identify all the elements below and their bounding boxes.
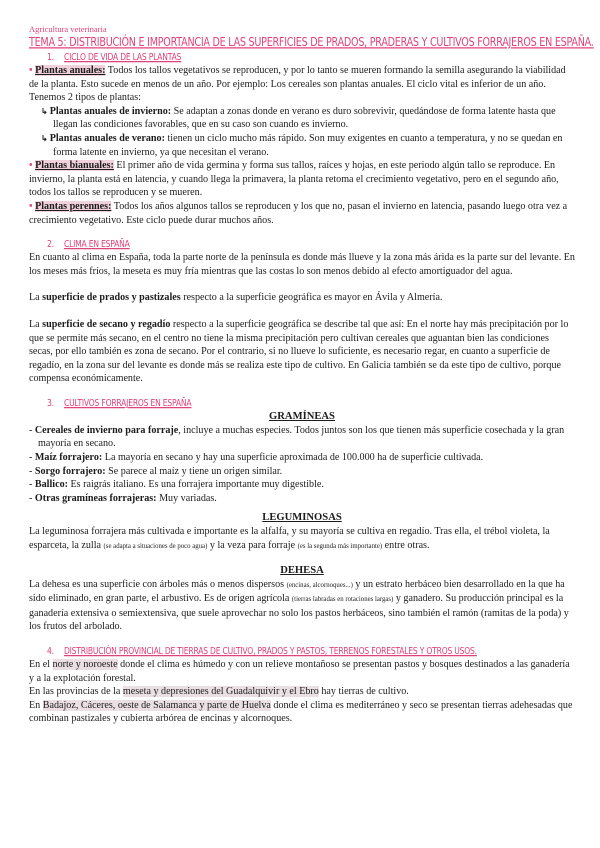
paragraph-meseta	[29, 685, 575, 699]
section-heading-3	[47, 397, 575, 408]
subject-label: Agricultura veterinaria	[29, 24, 107, 34]
term-cereales: Cereales de invierno para forraje	[34, 424, 179, 436]
paragraph-verano	[29, 132, 575, 159]
text-cereales: , incluye a muchas especies. Todos juntos son los que tienen más superficie cosechada y la gran mayoría en secano.	[38, 424, 565, 450]
paragraph-clima: En cuanto al clima en España, toda la parte norte de la península es donde más llueve y la zona más árida es la parte sur del levante. En los meses más fríos, la meseta es muy fría mientras que las costas lo son menos debido al efecto amortiguador del agua.	[29, 252, 575, 277]
subheading-leguminosas: LEGUMINOSAS	[262, 512, 342, 524]
paragraph-perennes	[29, 200, 575, 227]
text-maiz: La mayoría en secano y hay una superficie aproximada de 100.000 ha de superficie cultivada.	[102, 452, 484, 464]
text-badajoz-pre: En	[29, 699, 43, 711]
text-prados-pre: La	[29, 292, 43, 304]
document-title: TEMA 5: DISTRIBUCIÓN E IMPORTANCIA DE LAS SUPERFICIES DE PRADOS, PRADERAS Y CULTIVOS FORRAJEROS EN ESPAÑA.	[29, 36, 594, 50]
text-meseta-pre: En las provincias de la	[29, 686, 123, 698]
term-prados: superficie de prados y pastizales	[42, 292, 181, 304]
text-sorgo: Se parece al maíz y tiene un origen similar.	[105, 465, 283, 477]
highlight-norte: norte y noroeste	[52, 659, 118, 670]
term-otras: Otras gramíneas forrajeras:	[34, 492, 157, 504]
text-verano: tienen un ciclo mucho más rápido. Son muy exigentes en cuanto a temperatura, y no se quedan en forma latente en invierno, ya que necesitan el verano.	[53, 132, 563, 158]
list-item: - Ballico: Es raigrás italiano. Es una forrajera importante muy digestible.	[29, 479, 324, 491]
note-zulla: (se adapta a situaciones de poco agua)	[103, 543, 208, 551]
section-number: 2.	[47, 238, 54, 250]
text-leg-b: y la veza para forraje	[207, 540, 298, 552]
text-anuales: Todos los tallos vegetativos se reproducen, y por lo tanto se mueren formando la semilla asegurando la viabilidad de la planta. Esto sucede en menos de un año. Por ejemplo: Los cereales son plantas anuales. El ciclo vital es inferior de un año. Tenemos 2 tipos de plantas:	[29, 65, 566, 104]
section-number: 4.	[47, 645, 54, 657]
term-sorgo: Sorgo forrajero:	[34, 465, 106, 477]
section-title: CLIMA EN ESPAÑA	[64, 238, 130, 250]
paragraph-prados	[29, 291, 575, 305]
term-maiz: Maíz forrajero:	[34, 452, 103, 464]
text-norte-post: donde el clima es húmedo y con un relieve montañoso se presentan pastos y bosques destinados a las ganadería y a la explotación forestal.	[29, 659, 570, 684]
paragraph-badajoz	[29, 699, 575, 726]
bullet-icon: •	[29, 160, 33, 172]
text-leg-a: La leguminosa forrajera más cultivada e importante es la alfalfa, y su mayoría se cultiva en regadío. Tras ella, el trébol violeta, la esparceta, la zulla	[29, 526, 550, 552]
text-secano-post: respecto a la superficie geográfica se describe tal que así: En el norte hay más precipitación por lo que se permite más secano, en el centro no tiene la misma precipitación pero cultivan cereales que aguantan bien las condiciones secas, por ello también es zona de secano. Por el contrario, si no llueve lo suficiente, es necesario regar, en cuanto a superficie de regadío, en la zona sur del levante es donde más se realiza este tipo de cultivo. En Galicia también se da este tipo de cultivo, porque compensa económicamente.	[29, 318, 569, 385]
paragraph-anuales	[29, 64, 575, 105]
paragraph-dehesa	[29, 578, 575, 634]
term-anuales: Plantas anuales:	[35, 65, 106, 76]
text-deh-b: y un estrato herbáceo bien desarrollado en la que ha sido eliminado, en gran parte, el arbustivo. Es de origen agrícola	[29, 578, 565, 605]
term-verano: Plantas anuales de verano:	[49, 132, 165, 144]
section-heading-1	[47, 51, 575, 62]
note-arboles: (encinas, alcornoques...)	[286, 581, 353, 589]
text-bianuales: El primer año de vida germina y forma sus tallos, raíces y hojas, en este periodo algún tallo se reproduce. En invierno, la planta está en latencia, y cuando llega la primavera, la planta retoma el crecimiento vegetativo, pero en el segundo año, todos los tallos se reproducen y se mueren.	[29, 160, 559, 199]
text-invierno: Se adaptan a zonas donde en verano es duro sobrevivir, quedándose de forma latente hasta que llegan las condiciones favorables, que en su caso son cuando es invierno.	[53, 105, 556, 131]
text-perennes: Todos los años algunos tallos se reproducen y los que no, pasan el invierno en latencia, pasando luego otra vez a crecimiento vegetativo. Este ciclo puede durar muchos años.	[29, 200, 568, 226]
list-item: - Cereales de invierno para forraje, incluye a muchas especies. Todos juntos son los que tienen más superficie cosechada y la gran mayoría en secano.	[29, 424, 565, 450]
note-veza: (es la segunda más importante)	[297, 543, 383, 551]
subheading-gramineas: GRAMÍNEAS	[269, 410, 335, 422]
term-invierno: Plantas anuales de invierno:	[49, 105, 172, 117]
term-ballico: Ballico:	[34, 479, 68, 491]
list-item: - Maíz forrajero: La mayoría en secano y hay una superficie aproximada de 100.000 ha de superficie cultivada.	[29, 452, 484, 464]
subheading-dehesa: DEHESA	[280, 564, 324, 576]
note-origen: (tierras labradas en rotaciones largas)	[291, 596, 394, 604]
section-title: CICLO DE VIDA DE LAS PLANTAS	[64, 51, 182, 63]
section-number: 3.	[47, 396, 54, 409]
document-page	[29, 24, 594, 726]
term-secano: superficie de secano y regadío	[42, 318, 171, 330]
text-norte-pre: En el	[29, 659, 53, 670]
bullet-icon: •	[29, 65, 33, 76]
bullet-icon: •	[29, 200, 33, 212]
list-item: - Sorgo forrajero: Se parece al maíz y tiene un origen similar.	[29, 465, 283, 477]
paragraph-norte	[29, 658, 575, 685]
text-otras: Muy variadas.	[156, 492, 217, 504]
list-item: - Otras gramíneas forrajeras: Muy variadas.	[29, 492, 217, 504]
term-perennes: Plantas perennes:	[35, 200, 112, 212]
text-prados-post: respecto a la superficie geográfica es mayor en Ávila y Almería.	[180, 292, 443, 304]
section-title: CULTIVOS FORRAJEROS EN ESPAÑA	[64, 396, 192, 409]
paragraph-bianuales	[29, 159, 575, 200]
text-badajoz-post: donde el clima es mediterráneo y seco se presentan tierras adehesadas que combinan pastizales y cubierta arbórea de encinas y alcornoques.	[29, 699, 573, 725]
text-leg-c: entre otras.	[382, 540, 430, 552]
paragraph-secano	[29, 318, 575, 386]
paragraph-leguminosas	[29, 525, 575, 553]
section-title: DISTRIBUCIÓN PROVINCIAL DE TIERRAS DE CULTIVO, PRADOS Y PASTOS, TERRENOS FORESTALES Y OTROS USOS.	[64, 645, 477, 657]
term-bianuales: Plantas bianuales:	[35, 160, 114, 172]
section-number: 1.	[47, 51, 54, 63]
sub-arrow-icon: ↳	[41, 133, 48, 143]
text-secano-pre: La	[29, 318, 43, 330]
text-ballico: Es raigrás italiano. Es una forrajera importante muy digestible.	[67, 479, 324, 491]
text-deh-a: La dehesa es una superficie con árboles más o menos dispersos	[29, 578, 287, 590]
section-heading-2	[47, 238, 575, 249]
highlight-badajoz: Badajoz, Cáceres, oeste de Salamanca y parte de Huelva	[42, 699, 271, 711]
highlight-meseta: meseta y depresiones del Guadalquivir y el Ebro	[122, 686, 319, 698]
sub-arrow-icon: ↳	[41, 106, 48, 116]
section-heading-4	[47, 645, 575, 656]
paragraph-invierno	[29, 105, 575, 132]
text-meseta-post: hay tierras de cultivo.	[318, 686, 409, 698]
text-deh-c: y ganadero. Su producción principal es la ganadería extensiva o semiextensiva, que suele aprovechar no solo los pastos herbáceos, sino también el ramón (ramitas de la poda) y los frutos del arbolado.	[29, 593, 569, 633]
